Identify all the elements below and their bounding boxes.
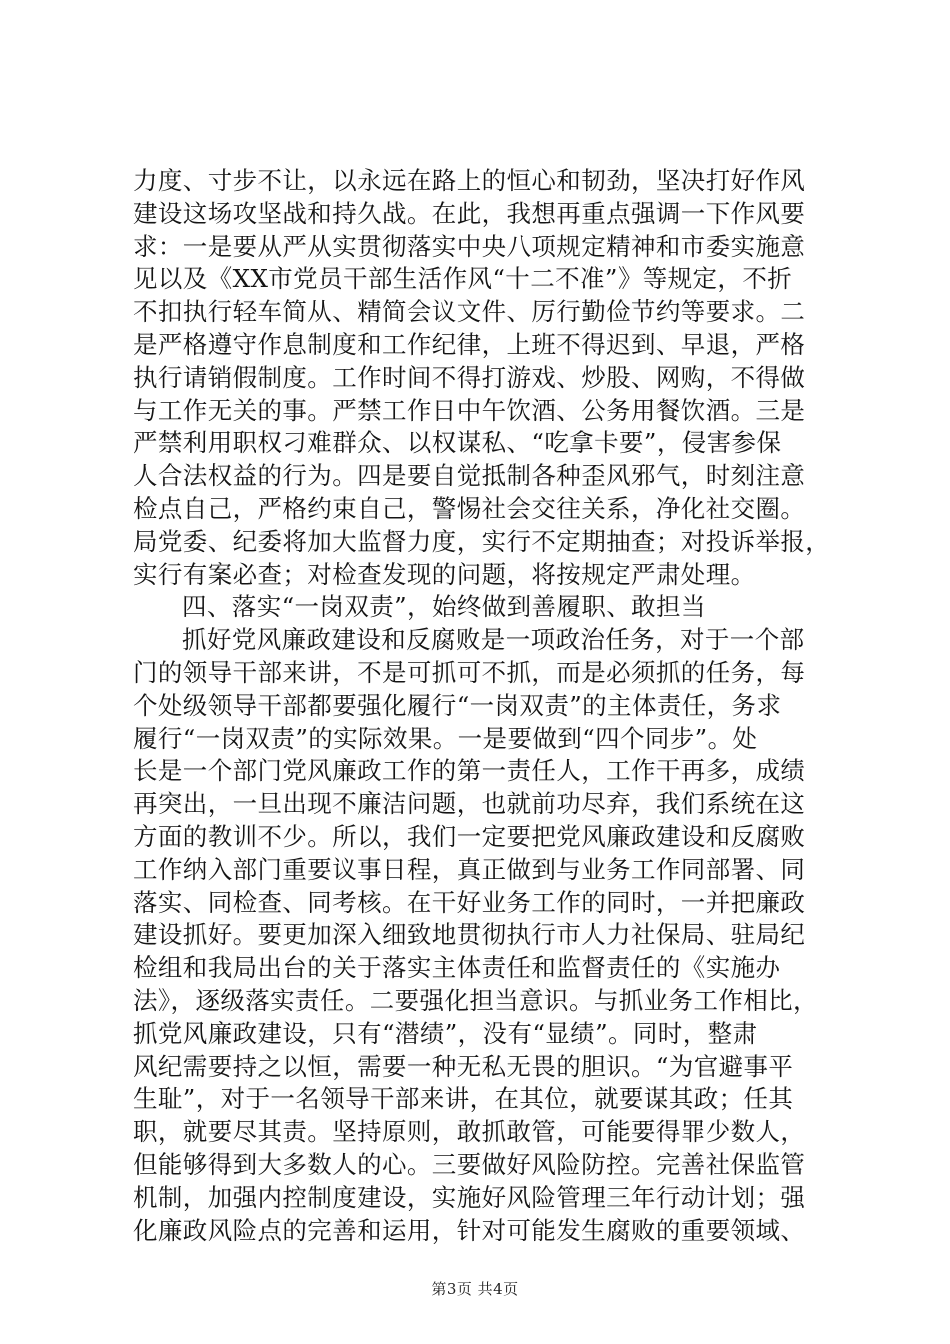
paragraph-first-line: 抓好党风廉政建设和反腐败是一项政治任务，对于一个部 <box>182 625 805 655</box>
document-body <box>133 165 831 1247</box>
text-line: 不扣执行轻车简从、精简会议文件、厉行勤俭节约等要求。二 <box>133 297 806 327</box>
text-line: 求：一是要从严从实贯彻落实中央八项规定精神和市委实施意 <box>133 231 806 261</box>
text-line: 是严格遵守作息制度和工作纪律，上班不得迟到、早退，严格 <box>133 329 806 359</box>
text-line: 见以及《XX市党员干部生活作风“十二不准”》等规定，不折 <box>133 264 793 294</box>
text-line: 履行“一岗双责”的实际效果。一是要做到“四个同步”。处 <box>133 723 758 753</box>
page-number-footer: 第3页 共4页 <box>431 1280 519 1298</box>
text-line: 法》，逐级落实责任。二要强化担当意识。与抓业务工作相比， <box>133 985 818 1015</box>
text-line: 建设这场攻坚战和持久战。在此，我想再重点强调一下作风要 <box>133 198 806 228</box>
text-line: 实行有案必查；对检查发现的问题，将按规定严肃处理。 <box>133 559 756 589</box>
text-line: 严禁利用职权刁难群众、以权谋私、“吃拿卡要”，侵害参保 <box>133 428 782 458</box>
text-line: 检点自己，严格约束自己，警惕社会交往关系，净化社交圈。 <box>133 493 806 523</box>
text-line: 但能够得到大多数人的心。三要做好风险防控。完善社保监管 <box>133 1149 806 1179</box>
text-line: 人合法权益的行为。四是要自觉抵制各种歪风邪气，时刻注意 <box>133 461 806 491</box>
text-line: 个处级领导干部都要强化履行“一岗双责”的主体责任，务求 <box>133 690 782 720</box>
text-line: 风纪需要持之以恒，需要一种无私无畏的胆识。“为官避事平 <box>133 1051 794 1081</box>
text-line: 生耻”，对于一名领导干部来讲，在其位，就要谋其政；任其 <box>133 1084 794 1114</box>
text-line: 局党委、纪委将加大监督力度，实行不定期抽查；对投诉举报， <box>133 526 831 556</box>
text-line: 力度、寸步不让，以永远在路上的恒心和韧劲，坚决打好作风 <box>133 166 806 195</box>
text-line: 化廉政风险点的完善和运用，针对可能发生腐败的重要领域、 <box>133 1215 806 1245</box>
text-line: 落实、同检查、同考核。在干好业务工作的同时，一并把廉政 <box>133 887 806 917</box>
text-line: 职，就要尽其责。坚持原则，敢抓敢管，可能要得罪少数人， <box>133 1117 806 1147</box>
text-line: 建设抓好。要更加深入细致地贯彻执行市人力社保局、驻局纪 <box>133 920 806 950</box>
text-line: 长是一个部门党风廉政工作的第一责任人，工作干再多，成绩 <box>133 756 806 786</box>
text-line: 门的领导干部来讲，不是可抓可不抓，而是必须抓的任务，每 <box>133 657 806 687</box>
text-line: 与工作无关的事。严禁工作日中午饮酒、公务用餐饮酒。三是 <box>133 395 806 425</box>
text-line: 工作纳入部门重要议事日程，真正做到与业务工作同部署、同 <box>133 854 806 884</box>
text-line: 执行请销假制度。工作时间不得打游戏、炒股、网购，不得做 <box>133 362 806 392</box>
text-line: 检组和我局出台的关于落实主体责任和监督责任的《实施办 <box>133 953 781 983</box>
text-line: 方面的教训不少。所以，我们一定要把党风廉政建设和反腐败 <box>133 821 806 851</box>
text-line: 再突出，一旦出现不廉洁问题，也就前功尽弃，我们系统在这 <box>133 789 806 819</box>
section-heading: 四、落实“一岗双责”，始终做到善履职、敢担当 <box>182 592 706 622</box>
text-line: 抓党风廉政建设，只有“潜绩”，没有“显绩”。同时，整肃 <box>133 1018 758 1048</box>
text-line: 机制，加强内控制度建设，实施好风险管理三年行动计划；强 <box>133 1182 806 1212</box>
